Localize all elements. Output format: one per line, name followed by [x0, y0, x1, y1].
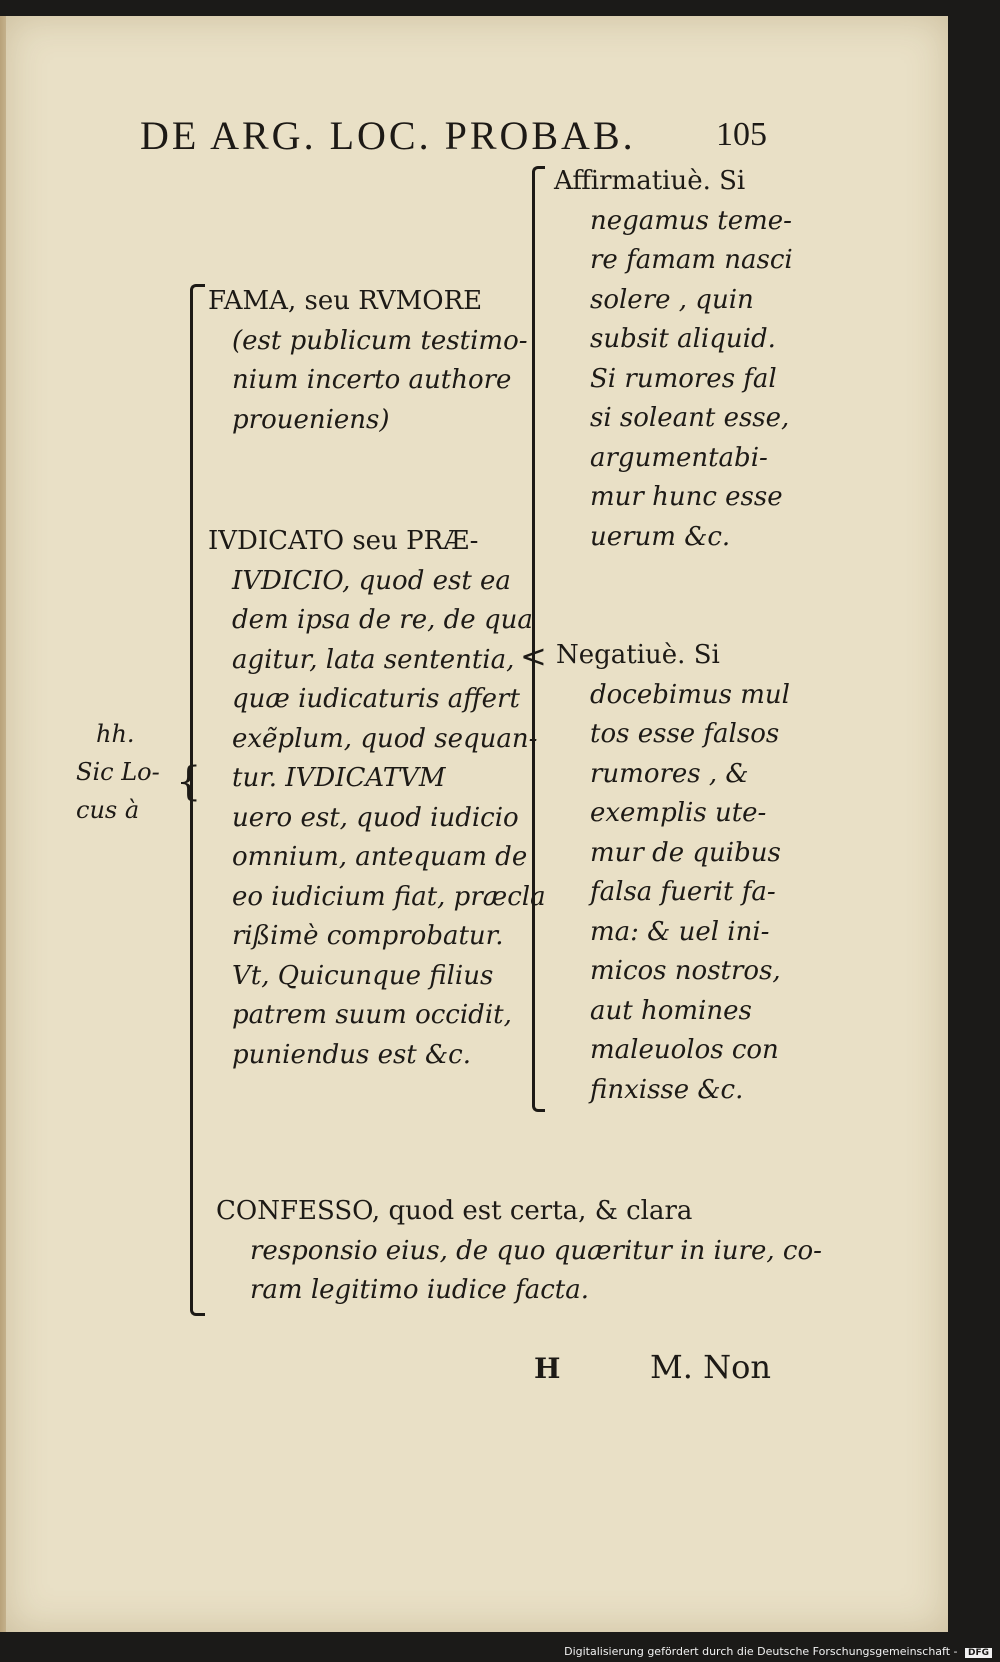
catchword: M. Non: [650, 1348, 771, 1386]
iudicato-line: rißimè comprobatur.: [232, 921, 504, 951]
iudicato-line: tur. IVDICATVM: [232, 763, 446, 793]
margin-note: [76, 715, 160, 829]
affirmatiue-line: argumentabi-: [590, 442, 768, 473]
negatiue-line: tos esse falsos: [590, 719, 780, 749]
dfg-logo: DFG: [965, 1648, 992, 1658]
fama-line: proueniens): [232, 404, 390, 435]
iudicato-block: [208, 522, 546, 1075]
affirmatiue-line: solere , quin: [590, 284, 754, 315]
fama-subdivision-brace-point: <: [520, 637, 547, 675]
margin-note-line: Sic Lo-: [76, 758, 160, 786]
iudicato-line: Vt, Quicunque filius: [232, 960, 494, 991]
page-number: 105: [716, 116, 767, 153]
confesso-line: responsio eius, de quo quæritur in iure, co-: [250, 1235, 822, 1266]
affirmatiue-line: subsit aliquid.: [590, 324, 776, 354]
iudicato-line: uero est, quod iudicio: [232, 802, 519, 833]
affirmatiue-line: negamus teme-: [590, 205, 792, 236]
running-title: DE ARG. LOC. PROBAB.: [140, 113, 636, 158]
negatiue-line: rumores , &: [590, 758, 749, 789]
fama-line: nium incerto authore: [232, 365, 512, 395]
margin-note-line: cus à: [76, 796, 140, 824]
affirmatiue-line: uerum &c.: [590, 521, 731, 552]
affirmatiue-line: mur hunc esse: [590, 482, 783, 512]
iudicato-line: quæ iudicaturis affert: [232, 684, 520, 714]
signature-mark: H: [534, 1352, 561, 1385]
negatiue-line: mur de quibus: [590, 837, 781, 868]
fama-line: FAMA, seu RVMORE: [208, 286, 483, 316]
iudicato-line: exẽplum, quod sequan-: [232, 723, 538, 754]
affirmatiue-block: [554, 162, 793, 557]
negatiue-line: micos nostros,: [590, 956, 781, 986]
iudicato-line: patrem suum occidit,: [232, 1000, 512, 1030]
iudicato-line: IVDICIO, quod est ea: [232, 565, 511, 596]
confesso-block: [216, 1192, 822, 1311]
negatiue-line: finxisse &c.: [590, 1074, 744, 1105]
negatiue-line: ma: & uel ini-: [590, 916, 770, 947]
confesso-line: CONFESSO, quod est certa, & clara: [216, 1196, 693, 1226]
affirmatiue-line: re famam nasci: [590, 245, 793, 275]
confesso-line: ram legitimo iudice facta.: [250, 1275, 589, 1305]
affirmatiue-line: si soleant esse,: [590, 403, 790, 433]
affirmatiue-line: Affirmatiuè. Si: [554, 166, 746, 196]
negatiue-line: aut homines: [590, 995, 752, 1026]
iudicato-line: dem ipsa de re, de qua: [232, 605, 533, 635]
margin-note-line: hh.: [96, 720, 135, 748]
footer-text: Digitalisierung gefördert durch die Deutsche Forschungsgemeinschaft -: [564, 1645, 958, 1658]
digitization-footer: [564, 1645, 992, 1658]
iudicato-line: eo iudicium fiat, præcla: [232, 881, 546, 912]
iudicato-line: omnium, antequam de: [232, 842, 528, 872]
negatiue-line: falsa fuerit fa-: [590, 877, 776, 907]
negatiue-line: maleuolos con: [590, 1035, 779, 1065]
fama-block: [208, 282, 528, 440]
negatiue-line: Negatiuè. Si: [556, 640, 720, 670]
iudicato-line: IVDICATO seu PRÆ-: [208, 526, 479, 556]
iudicato-line: agitur, lata sententia,: [232, 644, 515, 675]
main-brace-point: {: [176, 759, 202, 805]
iudicato-line: puniendus est &c.: [232, 1039, 471, 1070]
negatiue-line: exemplis ute-: [590, 798, 767, 828]
fama-line: (est publicum testimo-: [232, 325, 528, 356]
negatiue-line: docebimus mul: [590, 679, 790, 710]
affirmatiue-line: Si rumores fal: [590, 363, 777, 394]
negatiue-block: [556, 636, 790, 1110]
